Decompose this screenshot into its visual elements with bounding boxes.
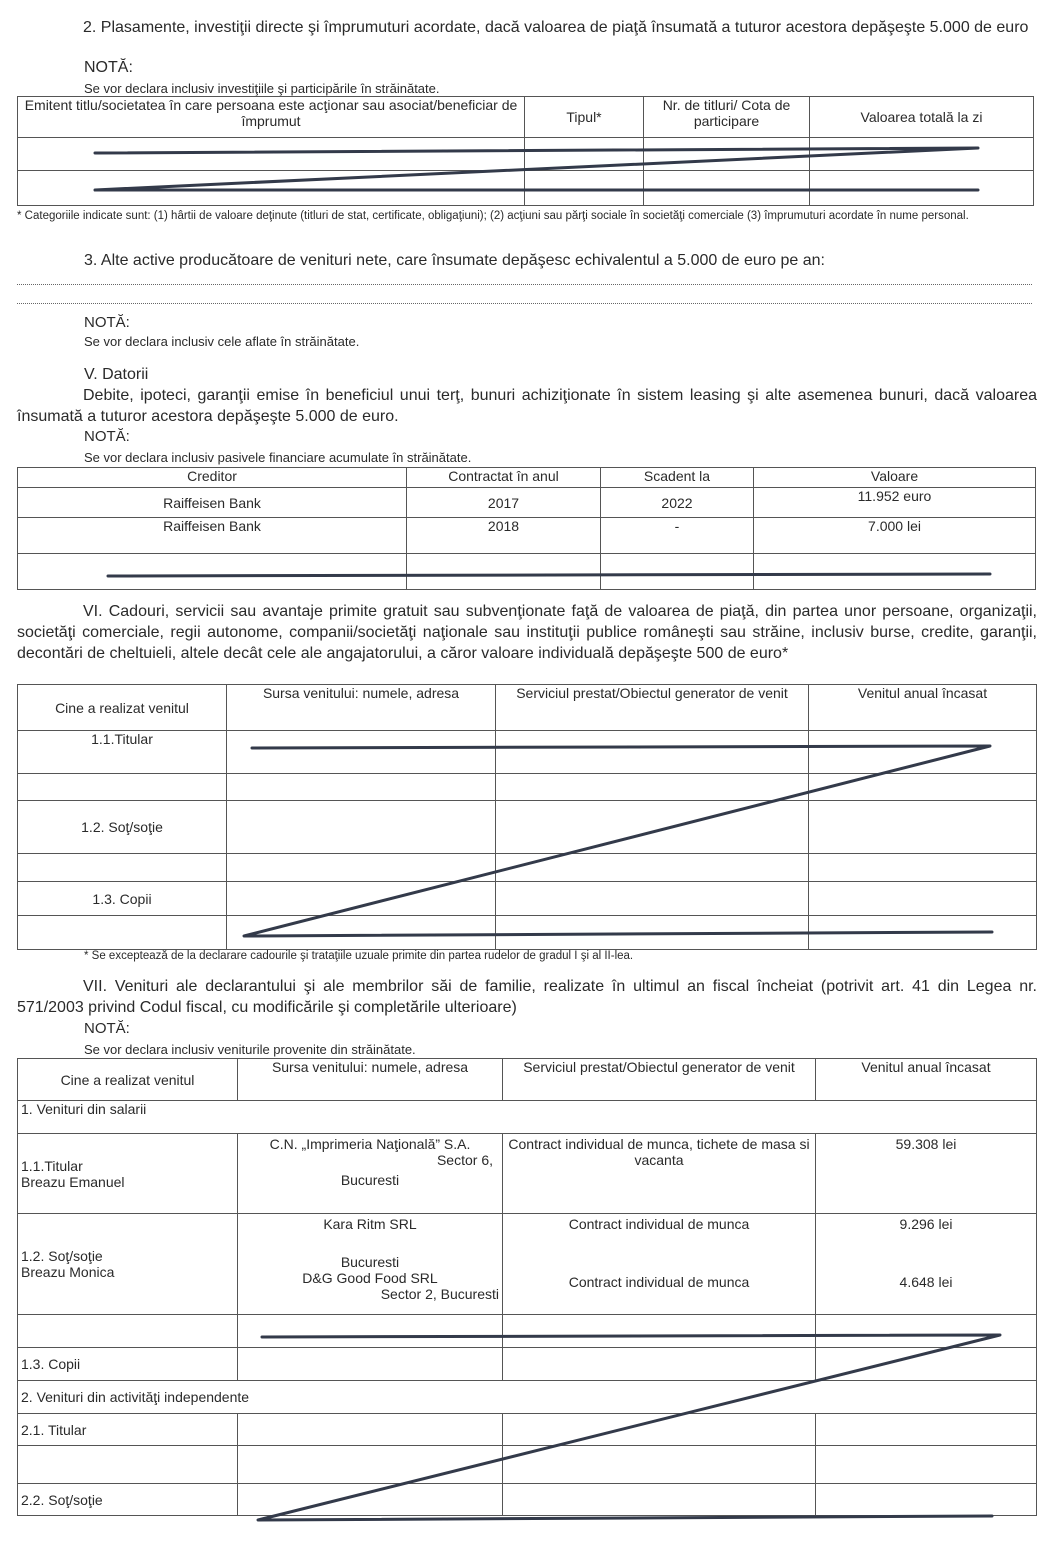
cell-titular-venit: 59.308 lei bbox=[816, 1134, 1037, 1214]
sec2-note: Se vor declara inclusiv investiţiile şi participările în străinătate. bbox=[84, 81, 440, 96]
table-row bbox=[18, 1315, 1037, 1348]
col-header-sursa: Sursa venitului: numele, adresa bbox=[238, 1059, 503, 1101]
dotted-line bbox=[17, 303, 1032, 304]
col-header-venit: Venitul anual încasat bbox=[816, 1059, 1037, 1101]
table-row bbox=[18, 1381, 1037, 1414]
table-row bbox=[18, 1414, 1037, 1446]
sec2-heading: 2. Plasamente, investiţii directe şi împrumuturi acordate, dacă valoarea de piaţă însumată a tuturor acestora depăşeşte 5.000 de euro bbox=[83, 19, 1029, 36]
col-header-sursa: Sursa venitului: numele, adresa bbox=[227, 685, 496, 731]
row-venituri-salarii: 1. Venituri din salarii bbox=[18, 1101, 1037, 1134]
cell-copii: 1.3. Copii bbox=[18, 1348, 238, 1381]
col-header-scadent: Scadent la bbox=[601, 468, 754, 488]
sec3-nota: NOTĂ: bbox=[84, 314, 130, 331]
table-row bbox=[18, 138, 1034, 171]
table-row bbox=[18, 1214, 1037, 1315]
table-row bbox=[18, 916, 1037, 950]
table-row bbox=[18, 1134, 1037, 1214]
table-row bbox=[18, 1484, 1037, 1516]
sec5-nota: NOTĂ: bbox=[84, 428, 130, 445]
table-row bbox=[18, 1348, 1037, 1381]
cell-ind-titular: 2.1. Titular bbox=[18, 1414, 238, 1446]
cell-sot-sursa: Kara Ritm SRL Bucuresti D&G Good Food SRL Sector 2, Bucuresti bbox=[238, 1214, 503, 1315]
investments-table bbox=[17, 96, 1034, 206]
debts-table bbox=[17, 467, 1036, 590]
table-row: Raiffeisen Bank 2017 2022 11.952 euro bbox=[18, 488, 1036, 518]
dotted-line bbox=[17, 284, 1032, 285]
cell-titular-sursa: C.N. „Imprimeria Naţională” S.A. Sector 6, Bucuresti bbox=[238, 1134, 503, 1214]
table-row bbox=[18, 1101, 1037, 1134]
table-row: 1.2. Soţ/soţie bbox=[18, 801, 1037, 854]
sec3-note: Se vor declara inclusiv cele aflate în străinătate. bbox=[84, 334, 360, 349]
sec5-heading: Debite, ipoteci, garanţii emise în beneficiul unui terţ, bunuri achiziţionate în sistem leasing şi alte asemenea bunuri, dacă valoarea însumată a tuturor acestora depăşeşte 5.000 de euro. bbox=[17, 387, 1037, 425]
row-venituri-independente: 2. Venituri din activităţi independente bbox=[18, 1381, 1037, 1414]
col-header-cine: Cine a realizat venitul bbox=[18, 685, 227, 731]
col-header-serviciu: Serviciul prestat/Obiectul generator de venit bbox=[496, 685, 809, 731]
table-row bbox=[18, 774, 1037, 801]
col-header-emitent: Emitent titlu/societatea în care persoana este acţionar sau asociat/beneficiar de împrumut bbox=[18, 97, 525, 138]
col-header-valoare: Valoare bbox=[754, 468, 1036, 488]
sec5-title: V. Datorii bbox=[84, 366, 149, 383]
cell-ind-sot: 2.2. Soţ/soţie bbox=[18, 1484, 238, 1516]
table-row bbox=[18, 554, 1036, 590]
table-row: Raiffeisen Bank 2018 - 7.000 lei bbox=[18, 518, 1036, 554]
sec6-heading: VI. Cadouri, servicii sau avantaje primite gratuit sau subvenţionate faţă de valoarea de piaţă, din partea unor persoane, organizaţii, societăţi comerciale, regii autonome, companii/societăţi naţionale sau instituţii publice româneşti sau străine, inclusiv burse, credite, garanţii, decontări de cheltuieli, altele decât cele ale angajatorului, a căror valoare individuală depăşeşte 500 de euro* bbox=[17, 603, 1037, 662]
table-row: 1.1.Titular bbox=[18, 731, 1037, 774]
sec7-heading: VII. Venituri ale declarantului şi ale membrilor săi de familie, realizate în ultimul an fiscal încheiat (potrivit art. 41 din Legea nr. 571/2003 privind Codul fiscal, cu modificările şi completările ulterioare) bbox=[17, 978, 1037, 1016]
col-header-contractat: Contractat în anul bbox=[407, 468, 601, 488]
cell-sot-serviciu: Contract individual de munca Contract individual de munca bbox=[503, 1214, 816, 1315]
sec6-footnote: * Se exceptează de la declarare cadourile şi trataţiile uzuale primite din partea rudelor de gradul I şi al II-lea. bbox=[84, 950, 634, 962]
sec7-nota: NOTĂ: bbox=[84, 1020, 130, 1037]
cell-titular-serviciu: Contract individual de munca, tichete de masa si vacanta bbox=[503, 1134, 816, 1214]
sec3-heading: 3. Alte active producătoare de venituri nete, care însumate depăşesc echivalentul a 5.000 de euro pe an: bbox=[84, 252, 825, 269]
col-header-serviciu: Serviciul prestat/Obiectul generator de venit bbox=[503, 1059, 816, 1101]
sec2-footnote: * Categoriile indicate sunt: (1) hârtii de valoare deţinute (titluri de stat, certificate, obligaţiuni); (2) acţiuni sau părţi sociale în societăţi comerciale (3) împrumuturi acordate în nume personal. bbox=[17, 210, 969, 222]
col-header-tipul: Tipul* bbox=[525, 97, 644, 138]
table-row: 1.3. Copii bbox=[18, 882, 1037, 916]
sec2-nota: NOTĂ: bbox=[84, 59, 133, 76]
col-header-cine: Cine a realizat venitul bbox=[18, 1059, 238, 1101]
sec5-note: Se vor declara inclusiv pasivele financiare acumulate în străinătate. bbox=[84, 450, 472, 465]
gifts-table bbox=[17, 684, 1037, 950]
col-header-valoare: Valoarea totală la zi bbox=[810, 97, 1034, 138]
cell-sot: 1.2. Soţ/soţie Breazu Monica bbox=[18, 1214, 238, 1315]
table-row bbox=[18, 1446, 1037, 1484]
col-header-nr-titluri: Nr. de titluri/ Cota de participare bbox=[644, 97, 810, 138]
income-table bbox=[17, 1058, 1037, 1516]
table-row bbox=[18, 854, 1037, 882]
col-header-creditor: Creditor bbox=[18, 468, 407, 488]
table-row bbox=[18, 171, 1034, 206]
sec7-note: Se vor declara inclusiv veniturile provenite din străinătate. bbox=[84, 1042, 416, 1057]
col-header-venit: Venitul anual încasat bbox=[809, 685, 1037, 731]
cell-sot-venit: 9.296 lei 4.648 lei bbox=[816, 1214, 1037, 1315]
cell-titular: 1.1.Titular Breazu Emanuel bbox=[18, 1134, 238, 1214]
